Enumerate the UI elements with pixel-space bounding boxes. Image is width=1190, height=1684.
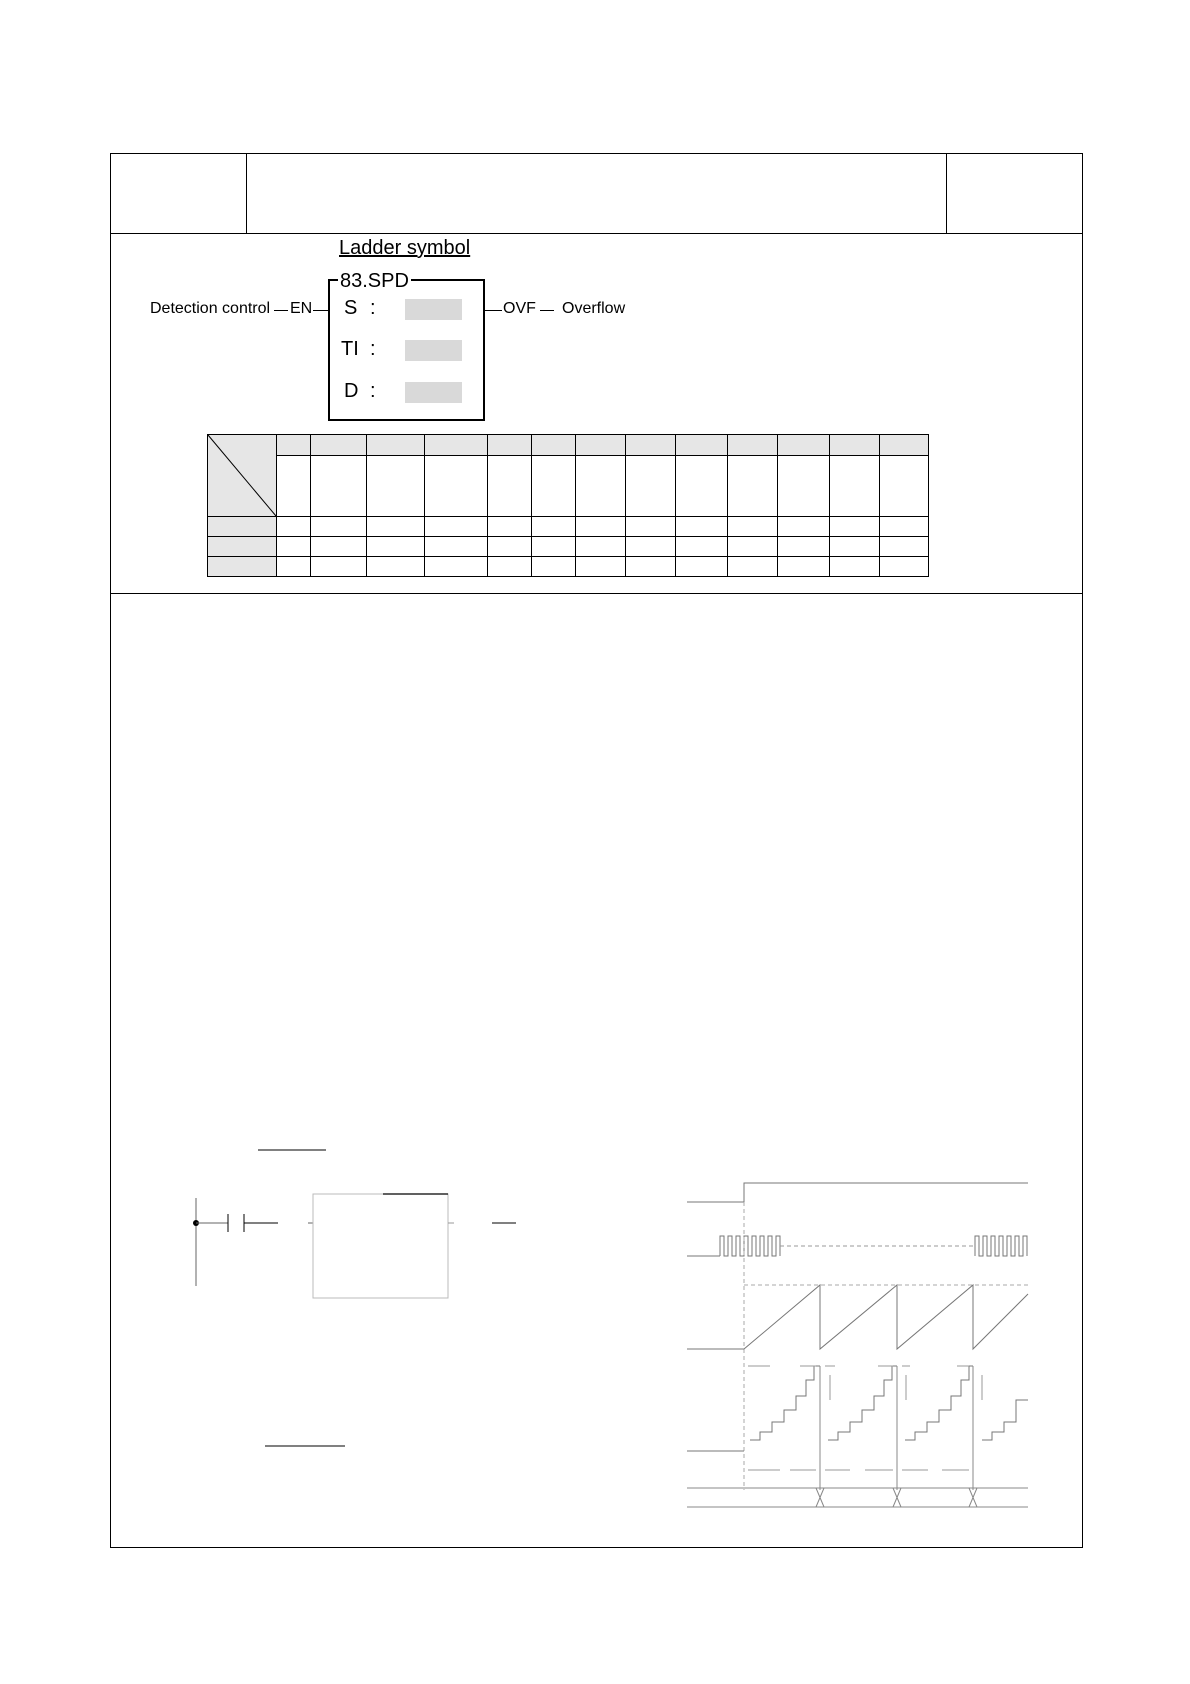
- overflow-label: Overflow: [562, 300, 626, 317]
- operand-ti-colon: :: [370, 338, 376, 360]
- ladder-symbol-title: Ladder symbol: [339, 237, 471, 259]
- instruction-name: 83.SPD: [340, 270, 409, 292]
- ovf-pin-label: OVF: [503, 300, 536, 317]
- operand-s-label: S: [344, 297, 358, 319]
- en-pin-label: EN: [290, 300, 313, 317]
- operand-s-colon: :: [370, 297, 376, 319]
- operand-d-label: D: [344, 380, 359, 402]
- operand-ti-label: TI: [341, 338, 359, 360]
- detection-control-label: Detection control: [150, 300, 271, 317]
- operand-d-colon: :: [370, 380, 376, 402]
